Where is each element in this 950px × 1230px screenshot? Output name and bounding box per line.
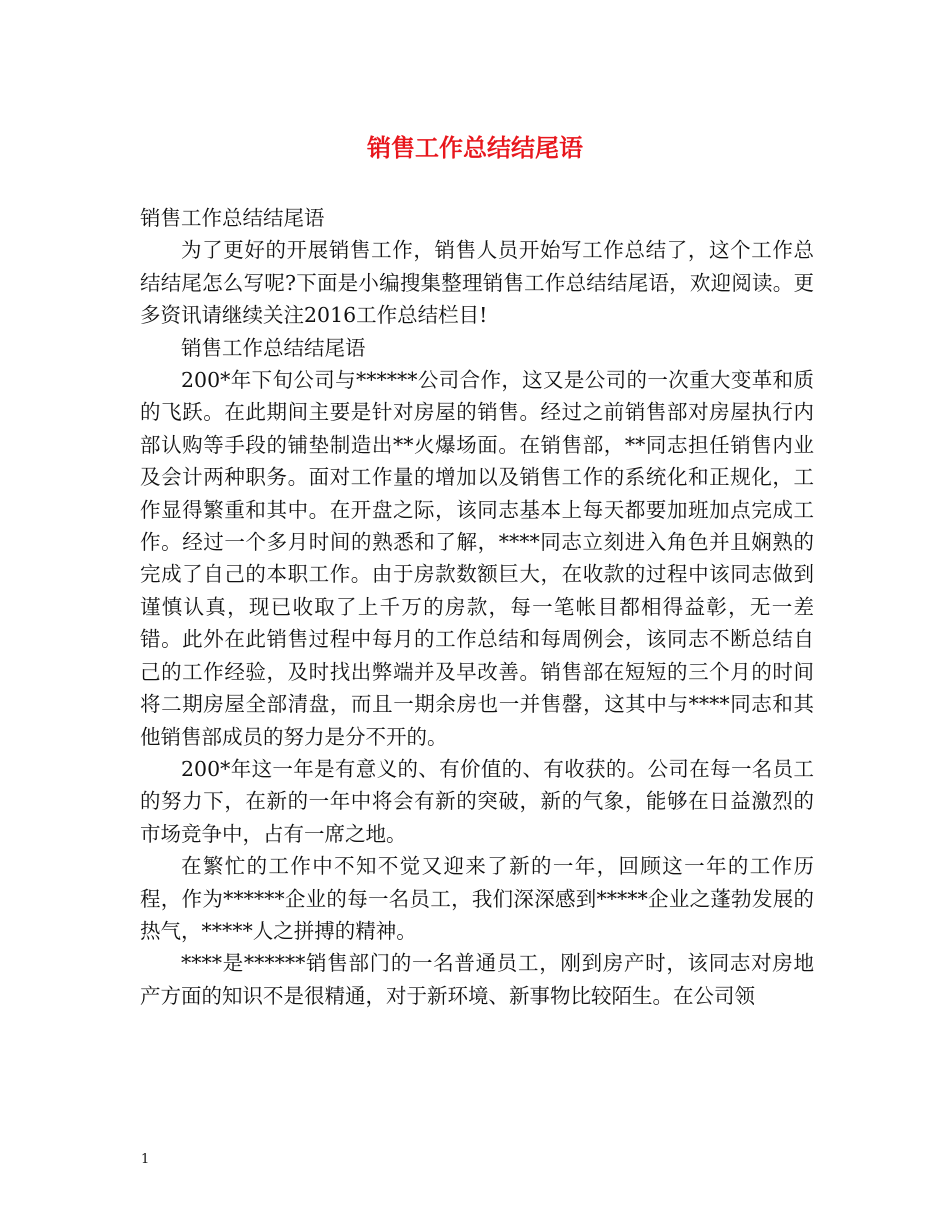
document-title: 销售工作总结结尾语 xyxy=(367,133,583,162)
paragraph-section-heading: 销售工作总结结尾语 xyxy=(181,335,366,360)
paragraph-new-year: 在繁忙的工作中不知不觉又迎来了新的一年，回顾这一年的工作历程，作为******企业的每一名员工，我们深深感到*****企业之蓬勃发展的热气，*****人之拼搏的精神。 xyxy=(140,854,814,943)
paragraph-year-summary: 200*年这一年是有意义的、有价值的、有收获的。公司在每一名员工的努力下，在新的一年中将会有新的突破，新的气象，能够在日益激烈的市场竞争中，占有一席之地。 xyxy=(140,756,814,846)
paragraph-cooperation: 200*年下旬公司与******公司合作，这又是公司的一次重大变革和质的飞跃。在此期间主要是针对房屋的销售。经过之前销售部对房屋执行内部认购等手段的铺垫制造出**火爆场面。在销售部，**同志担任销售内业及会计两种职务。面对工作量的增加以及销售工作的系统化和正规化，工作显得繁重和其中。在开盘之际，该同志基本上每天都要加班加点完成工作。经过一个多月时间的熟悉和了解，****同志立刻进入角色并且娴熟的完成了自己的本职工作。由于房款数额巨大，在收款的过程中该同志做到谨慎认真，现已收取了上千万的房款，每一笔帐目都相得益彰，无一差错。此外在此销售过程中每月的工作总结和每周例会，该同志不断总结自己的工作经验，及时找出弊端并及早改善。销售部在短短的三个月的时间将二期房屋全部清盘，而且一期余房也一并售罄，这其中与****同志和其他销售部成员的努力是分不开的。 xyxy=(140,368,814,749)
document-subtitle: 销售工作总结结尾语 xyxy=(140,206,325,230)
document-body xyxy=(140,202,814,1012)
paragraph-intro: 为了更好的开展销售工作，销售人员开始写工作总结了，这个工作总结结尾怎么写呢?下面是小编搜集整理销售工作总结结尾语，欢迎阅读。更多资讯请继续关注2016工作总结栏目! xyxy=(140,238,814,328)
page-number: 1 xyxy=(141,1152,150,1167)
paragraph-employee: ****是******销售部门的一名普通员工，刚到房产时，该同志对房地产方面的知识不是很精通，对于新环境、新事物比较陌生。在公司领 xyxy=(140,951,814,1008)
